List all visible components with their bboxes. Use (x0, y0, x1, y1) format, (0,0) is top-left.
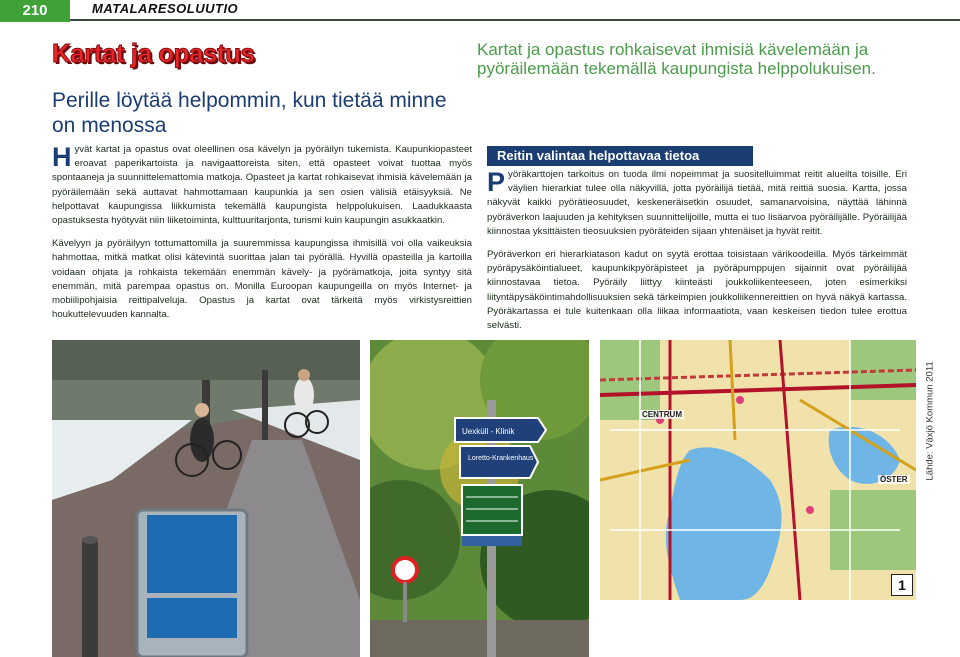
header-rule (70, 19, 960, 21)
city-map-illustration (600, 340, 916, 600)
lead-text: Kartat ja opastus rohkaisevat ihmisiä kävelemään ja pyöräilemään tekemällä kaupungista helppolukuisen. (477, 40, 876, 78)
sign-label-2: Loretto-Krankenhaus (468, 455, 534, 462)
photo-cyclists-street (52, 340, 360, 657)
paragraph (52, 143, 472, 228)
article-title: Kartat ja opastus (52, 38, 255, 68)
paragraph: Pyöräverkon eri hierarkiatason kadut on syytä erottaa toisistaan värikoodeilla. Myös tärkeimmät pyöräpysäköintialueet, kaupunkikpyöräpisteet ja pyöräpumppujen sijainnit ovat pyöräilijää kiinnostavaa tietoa. Pyöräily liittyy kiinteästi joukkoliikenteeseen, joten esimerkiksi liityntäpysäköintimahdollisuuksien sekä tärkeimpien joukkoliikennereittien on hyvä näkyä kartassa. Pyöräkartassa ei tule kuitenkaan olla liikaa informaatiota, vaan keskeisen tiedon tulee erottua selvästi. (487, 249, 907, 332)
body-column-right (487, 168, 907, 342)
signpost-illustration (370, 340, 589, 657)
box-heading: Reitin valintaa helpottavaa tietoa (487, 146, 753, 166)
street-scene-illustration (52, 340, 360, 657)
paragraph-text: yvät kartat ja opastus ovat oleellinen osa kävelyn ja pyöräilyn tukemista. Kaupunkiopasteet eroavat paperikartoista ja navigaattoreista siten, että opasteet voivat tuottaa myös spontaaneja ja suunnittelemattomia matkoja. Opasteet ja kartat rohkaisevat ihmisiä kävelemään ja pyöräilemään sekä auttavat hahmottamaan kaupunkia ja sen osien välisiä etäisyyksiä. Ne helpottavat kaupungissa liikkumista tekemällä kaupungista helppolukuisen. Laadukkaasta opastuksesta hyötyvät niin liiketoiminta, kulttuuritarjonta, turismi kuin kaupungin asukkaatkin. (52, 144, 472, 227)
source-credit-text: Lähde: Växjö Kommun 2011 (924, 361, 936, 481)
body-column-left (52, 143, 472, 331)
article-subtitle: Perille löytää helpommin, kun tietää minne on menossa (52, 89, 447, 137)
map-figure (600, 340, 916, 600)
map-label-oster: ÖSTER (880, 475, 908, 484)
running-header: MATALARESOLUUTIO (92, 1, 239, 16)
map-label-centrum: CENTRUM (642, 410, 682, 419)
drop-cap: H (52, 142, 72, 172)
photo-signpost (370, 340, 589, 657)
source-credit (920, 345, 934, 485)
map-number-badge: 1 (891, 574, 913, 596)
page-number: 210 (0, 0, 70, 22)
paragraph: Kävelyyn ja pyöräilyyn tottumattomilla ja suuremmissa kaupungissa ihmisillä voi olla vaikeuksia hahmottaa, mitkä matkat olisi kätevintä suorittaa jalan tai pyörällä. Hyvillä opasteilla ja kartoilla voidaan ohjata ja rohkaista tekemään enemmän kävely- ja pyörämatkoja, joita syntyy sitä enemmän, mitä parempaa opastus on. Monilla Euroopan kaupungeilla on myös Internet- ja mobiilipohjaisia reittipalveluja. Opastus ja kartat ovat tärkeitä myös virkistysreittien houkuttelevuuden kannalta. (52, 238, 472, 321)
drop-cap: P (487, 167, 506, 197)
sign-label-1: Uexküll - Klinik (462, 427, 515, 436)
paragraph (487, 168, 907, 239)
paragraph-text: yöräkarttojen tarkoitus on tuoda ilmi nopeimmat ja suositelluimmat reitit alueilta toisille. Eri väylien hierarkiat tulee olla näkyvillä, jotta pyöräilijä tietää, mitä reittiä suosia. Kartta, jossa näkyvät kaikki pyörätieosuudet, keskeneräisetkin osuudet, samanarvoisina, näyttää lähinnä pyöräverkon laajuuden ja kehityksen suunnittelijoille, mutta ei tuo lisäarvoa pyöräilijälle. Pyöräilijää kiinnostaa yksittäisten tieosuuksien pyöräteiden sijaan yhtenäiset ja hyvät reitit. (487, 169, 907, 237)
